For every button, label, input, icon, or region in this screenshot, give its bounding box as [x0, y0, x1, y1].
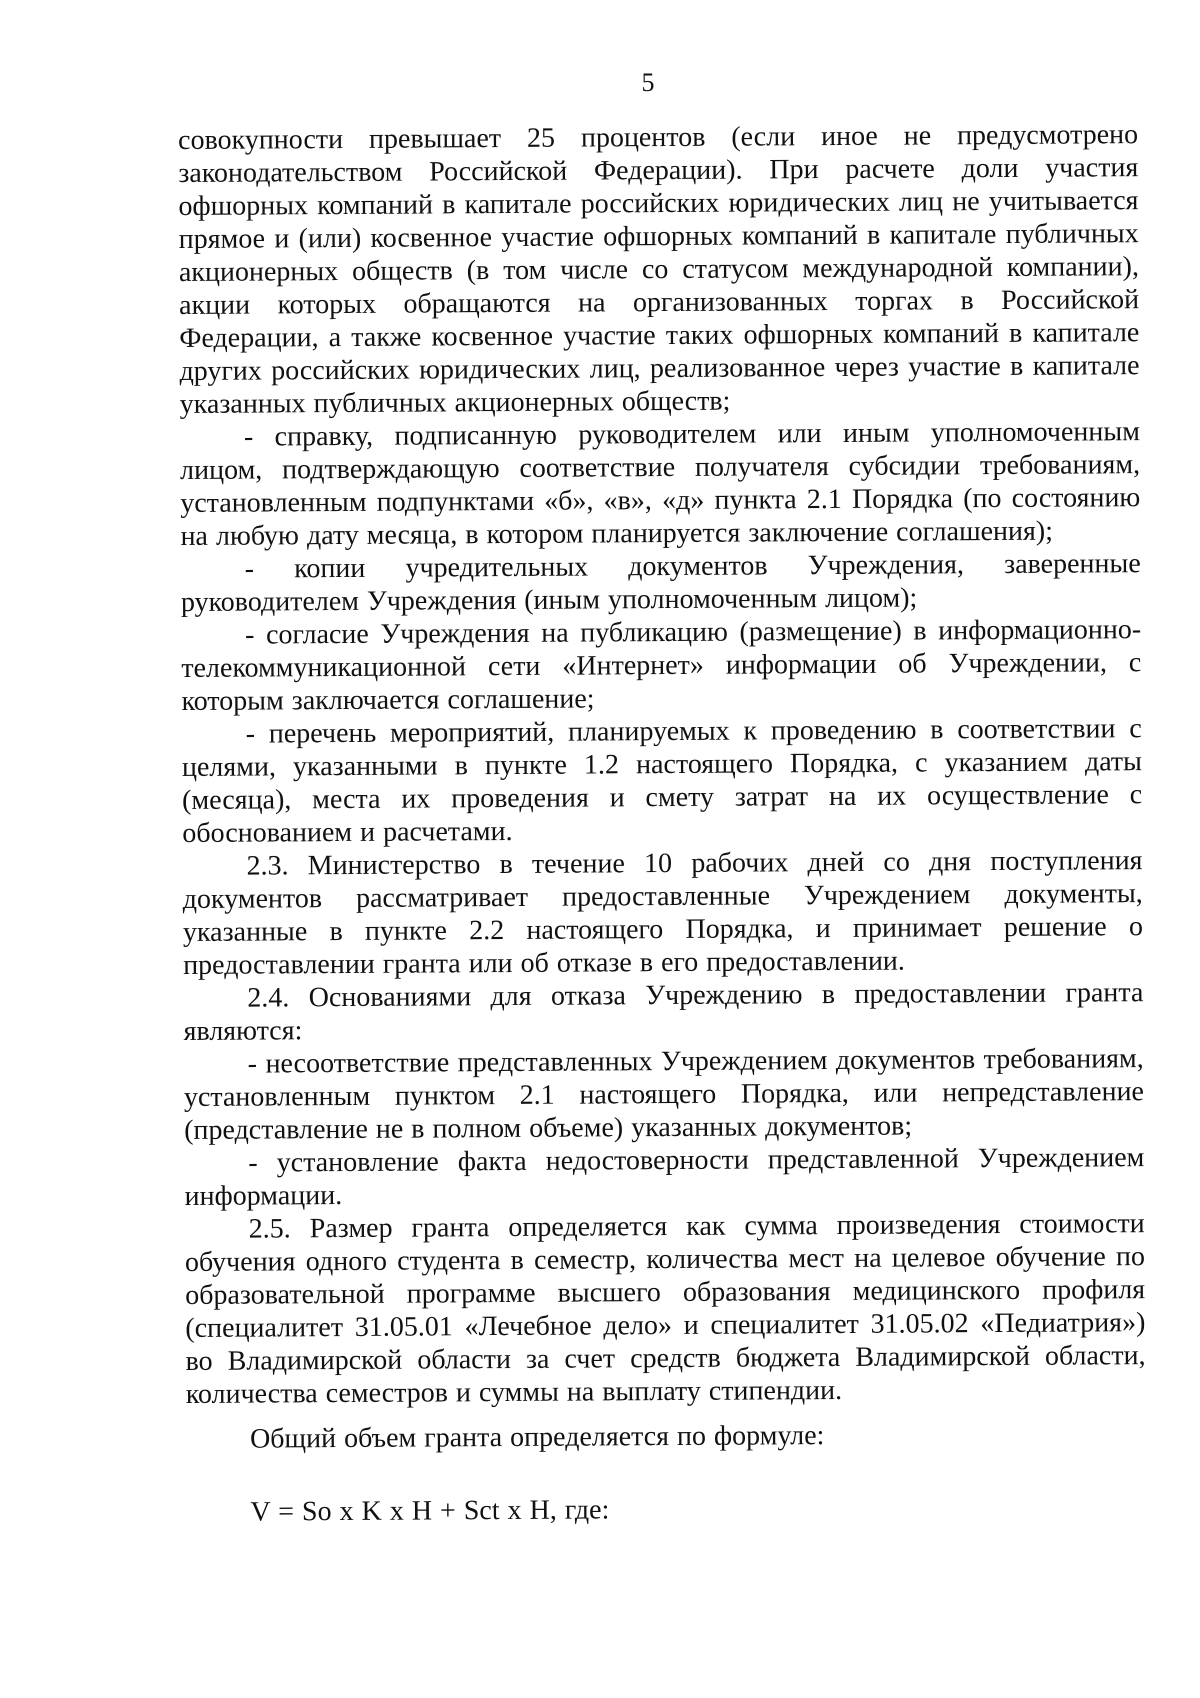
- paragraph-clause-2-5: 2.5. Размер гранта определяется как сумма произведения стоимости обучения одного студента в семестр, количества мест на целевое обучение по образовательной программе высшего образования медицинского профиля (специалитет 31.05.01 «Лечебное дело» и специалитет 31.05.02 «Педиатрия») во Владимирской области за счет средств бюджета Владимирской области, количества семестров и суммы на выплату стипендии.: [184, 1208, 1146, 1410]
- document-body: [178, 118, 1147, 1529]
- grant-formula: V = So x K x H + Sct x H, где:: [250, 1494, 610, 1528]
- paragraph-clause-2-4: 2.4. Основаниями для отказа Учреждению в предоставлении гранта являются:: [183, 977, 1144, 1047]
- paragraph-refusal-reason-2: - установление факта недостоверности представленной Учреждением информации.: [184, 1142, 1145, 1212]
- paragraph-founding-documents: - копии учредительных документов Учреждения, заверенные руководителем Учреждения (иным уполномоченным лицом);: [180, 548, 1141, 618]
- paragraph-clause-2-3: 2.3. Министерство в течение 10 рабочих дней со дня поступления документов рассматривает предоставленные Учреждением документы, указанные в пункте 2.2 настоящего Порядка, и принимает решение о предоставлении гранта или об отказе в его предоставлении.: [182, 845, 1144, 981]
- paragraph-formula-intro: Общий объем гранта определяется по формуле:: [249, 1420, 825, 1455]
- page-number: 5: [641, 68, 655, 97]
- paragraph-publication-consent: - согласие Учреждения на публикацию (размещение) в информационно-телекоммуникационной сети «Интернет» информации об Учреждении, с которым заключается соглашение;: [181, 614, 1142, 717]
- paragraph-events-list: - перечень мероприятий, планируемых к проведению в соответствии с целями, указанными в пункте 1.2 настоящего Порядка, с указанием даты (месяца), места их проведения и смету затрат на их осуществление с обоснованием и расчетами.: [181, 713, 1143, 849]
- paragraph-offshore-participation: совокупности превышает 25 процентов (если иное не предусмотрено законодательством Российской Федерации). При расчете доли участия офшорных компаний в капитале российских юридических лиц не учитывается прямое и (или) косвенное участие офшорных компаний в капитале публичных акционерных обществ (в том числе со статусом международной компании), акции которых обращаются на организованных торгах в Российской Федерации, а также косвенное участие таких офшорных компаний в капитале других российских юридических лиц, реализованное через участие в капитале указанных публичных акционерных обществ;: [178, 119, 1140, 420]
- paragraph-certificate: - справку, подписанную руководителем или иным уполномоченным лицом, подтверждающую соответствие получателя субсидии требованиям, установленным подпунктами «б», «в», «д» пункта 2.1 Порядка (по состоянию на любую дату месяца, в котором планируется заключение соглашения);: [180, 416, 1141, 552]
- paragraph-refusal-reason-1: - несоответствие представленных Учреждением документов требованиям, установленным пунктом 2.1 настоящего Порядка, или непредставление (представление не в полном объеме) указанных документов;: [183, 1043, 1145, 1146]
